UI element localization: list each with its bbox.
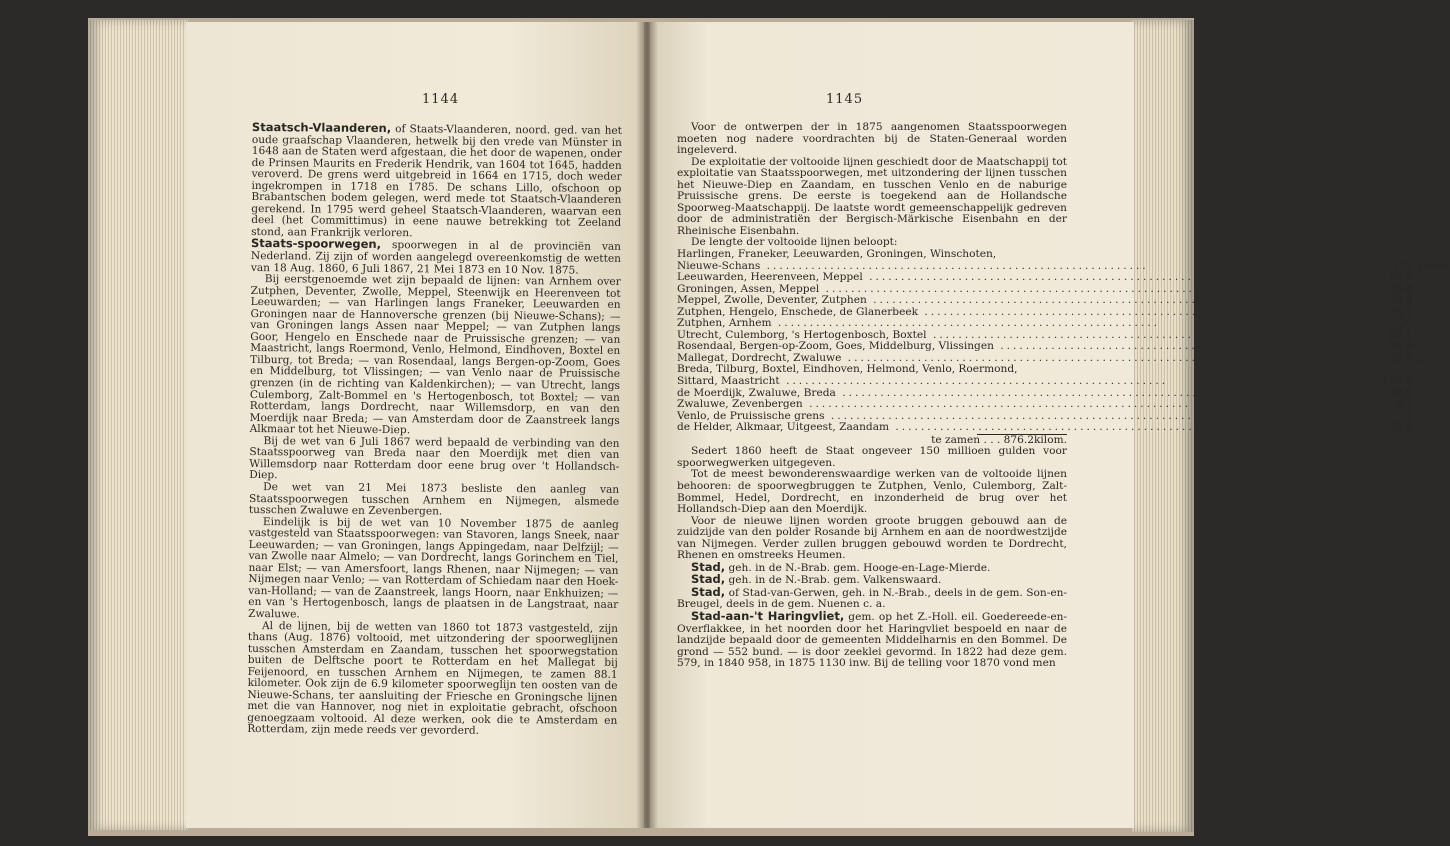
page-edges-left: [88, 20, 188, 830]
route-name: de Moerdijk, Zwaluwe, Breda: [677, 386, 836, 399]
line-length-row: Meppel, Zwolle, Deventer, Zutphen ............................................................ 73.3 „: [677, 295, 1450, 307]
paragraph: Voor de nieuwe lijnen worden groote bruggen gebouwd aan de zuidzijde van den polder Rosande bij Arnhem en aan de noordwestzijde van Nijmegen. Verder zullen bruggen gebouwd worden te Dordrecht, Rhenen en omstreeks Heumen.: [677, 514, 1067, 562]
route-unit: „: [1416, 328, 1423, 341]
line-length-row: Leeuwarden, Heerenveen, Meppel ............................................................ 65.9 „: [677, 272, 1450, 284]
line-length-row: de Moerdijk, Zwaluwe, Breda ............................................................ 18.5 „: [677, 388, 1450, 400]
entry-head: Stad-aan-'t Haringvliet,: [691, 608, 845, 623]
route-unit: „: [1416, 386, 1423, 399]
route-name: Breda, Tilburg, Boxtel, Eindhoven, Helmond, Venlo, Roermond,: [677, 363, 1018, 376]
route-km: 65.9: [1389, 271, 1413, 284]
paragraph: Voor de ontwerpen der in 1875 aangenomen Staatsspoorwegen moeten nog nadere voordrachten bij de Staten-Generaal worden ingeleverd.: [677, 121, 1067, 157]
entry-staatsch-vlaanderen: [251, 122, 622, 241]
route-km: 6.7: [1395, 398, 1413, 411]
total-row: te zamen . . . 876.2kilom.: [931, 433, 1067, 446]
entry-head: Stad,: [691, 584, 726, 599]
route-unit: „: [1416, 375, 1423, 388]
route-unit: „: [1416, 340, 1423, 353]
entry-text: geh. in de N.-Brab. gem. Hooge-en-Lage-Mierde.: [725, 561, 991, 574]
route-name: Harlingen, Franeker, Leeuwarden, Groningen, Winschoten,: [677, 248, 997, 261]
total-value: 876.2kilom.: [1003, 433, 1067, 446]
route-unit: „: [1416, 317, 1423, 330]
line-length-row: Groningen, Assen, Meppel ............................................................ 76.8 „: [677, 284, 1450, 296]
route-km: 29.6: [1389, 351, 1413, 364]
left-page: [186, 22, 644, 828]
route-unit: „: [1416, 271, 1423, 284]
page-number: 1144: [422, 92, 460, 107]
line-length-row: Zutphen, Hengelo, Enschede, de Glanerbeek ............................................................ 59.7 „: [677, 307, 1450, 319]
route-unit: kilom.: [1416, 259, 1450, 272]
right-text-column: [677, 121, 1450, 670]
line-length-row: Zwaluwe, Zevenbergen ............................................................ 6.7 „: [677, 399, 1450, 411]
route-name: Utrecht, Culemborg, 's Hertogenbosch, Boxtel: [677, 328, 927, 341]
route-km: [1382, 249, 1412, 261]
entry-stad-aan-t-haringvliet: [677, 608, 1067, 670]
route-unit: „: [1416, 409, 1423, 422]
book-gutter: [636, 22, 658, 828]
route-name: Leeuwarden, Heerenveen, Meppel: [677, 271, 863, 284]
paragraph: Tot de meest bewonderenswaardige werken van de voltooide lijnen behooren: de spoorwegbruggen te Zutphen, Venlo, Culemborg, Zalt-Bommel, Hedel, Dordrecht, en inzonderheid de brug over het Hollandsch-Diep aan den Moerdijk.: [677, 468, 1067, 516]
entry-text: geh. in de N.-Brab. gem. Valkenswaard.: [725, 574, 942, 587]
entry-head: Stad,: [691, 572, 726, 587]
line-length-row: Sittard, Maastricht ............................................................ 179.9 „: [677, 376, 1450, 388]
line-lengths-table: [677, 249, 1450, 434]
entry-staats-spoorwegen: [251, 238, 621, 277]
route-unit: „: [1416, 282, 1423, 295]
route-name: Zwaluwe, Zevenbergen: [677, 398, 803, 411]
route-km: 3: [1405, 409, 1413, 422]
line-length-row: Venlo, de Pruissische grens ............................................................ 3 „: [677, 411, 1450, 423]
total-label: te zamen: [931, 433, 981, 446]
entry-head: Stad,: [691, 559, 726, 574]
line-length-row: de Helder, Alkmaar, Uitgeest, Zaandam ............................................................ 70.9 „: [677, 422, 1450, 434]
right-page: [650, 22, 1450, 828]
entry-head: Staats-spoorwegen,: [250, 236, 382, 252]
entry-text: spoorwegen in al de provinciën van Nederland. Zij zijn of worden aangelegd overeenkomstig de wetten van 18 Aug. 1860, 6 Juli 1867, 21 Mei 1873 en 10 Nov. 1875.: [250, 239, 622, 277]
line-length-row: Mallegat, Dordrecht, Zwaluwe ............................................................ 29.6 „: [677, 353, 1450, 365]
paragraph: Bij de wet van 6 Juli 1867 werd bepaald de verbinding van den Staatsspoorweg van Breda naar den Moerdijk met dien van Willemsdorp naar Rotterdam door eene brug over 't Hollandsch-Diep.: [249, 434, 620, 482]
route-name: Zutphen, Arnhem: [677, 317, 772, 330]
route-unit: „: [1416, 305, 1423, 318]
route-km: 70.9: [1389, 421, 1413, 434]
paragraph: Al de lijnen, bij de wetten van 1860 tot 1873 vastgesteld, zijn thans (Aug. 1876) voltooid, met uitzondering der spoorweglijnen tusschen Amsterdam en Zaandam, tusschen het spoorwegstation buiten de Delftsche poort te Rotterdam en het Mallegat bij Feijenoord, en tusschen Arnhem en Nijmegen, te zamen 88.1 kilometer. Ook zijn de 6.9 kilometer spoorweglijn ten oosten van de Nieuwe-Schans, ter aansluiting der Friesche en Groningsche lijnen met die van Hannover, nog niet in exploitatie gebracht, ofschoon genoegzaam voltooid. Al deze werken, ook die te Amsterdam en Rotterdam, zijn mede reeds ver gevorderd.: [247, 619, 619, 738]
paragraph: De exploitatie der voltooide lijnen geschiedt door de Maatschappij tot exploitatie van Staatsspoorwegen, met uitzondering der lijnen tusschen het Nieuwe-Diep en Zaandam, en tusschen Venlo en de naburige Pruissische grens. De eerste is toegekend aan de Hollandsche Spoorweg-Maatschappij. De laatste wordt gemeenschappelijk gedreven door de administratiën der Bergisch-Märkische Eisenbahn en der Rheinische Eisenbahn.: [677, 155, 1067, 237]
line-length-row: Nieuwe-Schans ............................................................ 127 kilom.: [677, 259, 1450, 272]
line-length-row: Utrecht, Culemborg, 's Hertogenbosch, Boxtel ............................................................ 60.1 „: [677, 330, 1450, 342]
paragraph: De lengte der voltooide lijnen beloopt:: [691, 236, 898, 249]
route-km: 60.1: [1389, 328, 1413, 341]
route-unit: [1413, 249, 1450, 261]
route-name: Rosendaal, Bergen-op-Zoom, Goes, Middelburg, Vlissingen: [677, 340, 994, 353]
entry-stad-2: [677, 574, 1067, 587]
line-length-row: Zutphen, Arnhem ............................................................ 30 „: [677, 318, 1450, 330]
route-name: Sittard, Maastricht: [677, 375, 780, 388]
entry-text: of Stad-van-Gerwen, geh. in N.-Brab., deels in de gem. Son-en-Breugel, deels in de gem. Nuenen c. a.: [677, 586, 1067, 611]
route-name: Nieuwe-Schans: [677, 259, 761, 272]
left-text-column: [247, 122, 622, 739]
entry-text: gem. op het Z.-Holl. eil. Goedereede-en-Overflakkee, in het noorden door het Haringvliet bespoeld en naar de landzijde bepaald door de gemeenten Middelharnis en den Bommel. De grond — 552 bund. — is door zeeklei gevormd. In 1822 had deze gem. 579, in 1840 958, in 1875 1130 inw. Bij de telling voor 1870 vond men: [677, 610, 1067, 670]
paragraph: Sedert 1860 heeft de Staat ongeveer 150 millioen gulden voor spoorwegwerken uitgegeven.: [677, 445, 1067, 469]
route-unit: „: [1416, 351, 1423, 364]
route-km: 30: [1399, 317, 1413, 330]
route-name: Groningen, Assen, Meppel: [677, 282, 820, 295]
entry-head: Staatsch-Vlaanderen,: [251, 120, 392, 136]
route-unit: „: [1416, 398, 1423, 411]
route-unit: „: [1416, 294, 1423, 307]
route-unit: „: [1416, 421, 1423, 434]
entry-text: of Staats-Vlaanderen, noord. ged. van het oude graafschap Vlaanderen, hetwelk bij den vrede van Münster in 1648 aan de Staten werd afgestaan, die het door de wapenen, onder de Prinsen Maurits en Frederik Hendrik, van 1604 tot 1645, hadden veroverd. De grens werd uitgebreid in 1664 en 1715, doch weder ingekrompen in 1718 en 1785. De schans Lillo, ofschoon op Brabantschen bodem gelegen, werd mede tot Staatsch-Vlaanderen gerekend. In 1795 werd geheel Staatsch-Vlaanderen, waarvan een deel (het Committimus) in eene nauwe betrekking tot Zeeland stond, aan Frankrijk verloren.: [251, 123, 622, 240]
paragraph: De wet van 21 Mei 1873 besliste den aanleg van Staatsspoorwegen tusschen Arnhem en Nijmegen, alsmede tusschen Zwaluwe en Zevenbergen.: [248, 481, 620, 518]
route-km: 18.5: [1389, 386, 1413, 399]
paragraph: Eindelijk is bij de wet van 10 November 1875 de aanleg vastgesteld van Staatsspoorwegen: van Stavoren, langs Sneek, naar Leeuwarden; — van Groningen, langs Appingedam, naar Delfzijl; — van Zwolle naar Almelo; — van Dordrecht, langs Gorinchem en Tiel, naar Elst; — van Amersfoort, langs Rhenen, naar Nijmegen; — van Nijmegen naar Venlo; — van Rotterdam of Schiedam naar den Hoek-van-Holland; — van de Zaanstreek, langs Hoorn, naar Enkhuizen; — en van 's Hertogenbosch, langs de plaatsen in de Langstraat, naar Zwaluwe.: [248, 515, 619, 621]
line-length-row: Rosendaal, Bergen-op-Zoom, Goes, Middelburg, Vlissingen ............................................................ 74.8 „: [677, 341, 1450, 353]
route-name: Zutphen, Hengelo, Enschede, de Glanerbeek: [677, 305, 919, 318]
entry-stad-3: [677, 584, 1067, 611]
route-km: 59.7: [1389, 305, 1413, 318]
route-km: 179.9: [1382, 375, 1413, 388]
paragraph: Bij eerstgenoemde wet zijn bepaald de lijnen: van Arnhem over Zutphen, Deventer, Zwolle, Meppel, Steenwijk en Heerenveen tot Leeuwarden; — van Harlingen langs Franeker, Leeuwarden en Groningen naar de Hannoversche grenzen (bij Nieuwe-Schans); — van Groningen langs Assen naar Meppel; — van Zutphen langs Goor, Hengelo en Enschede naar de Pruissische grenzen; — van Maastricht, langs Roermond, Venlo, Helmond, Eindhoven, Boxtel en Tilburg, tot Breda; — van Rosendaal, langs Bergen-op-Zoom, Goes en Middelburg, tot Vlissingen; — van Venlo naar de Pruissische grenzen (in de richting van Kaldenkirchen); — van Utrecht, langs Culemborg, Zalt-Bommel en 's Hertogenbosch, tot Boxtel; — van Rotterdam, langs Dordrecht, naar Willemsdorp, en van den Moerdijk naar Breda; — van Amsterdam door de Zaanstreek langs Alkmaar tot het Nieuwe-Diep.: [249, 273, 621, 437]
page-number: 1145: [826, 92, 864, 107]
route-name: de Helder, Alkmaar, Uitgeest, Zaandam: [677, 421, 890, 434]
route-km: 76.8: [1389, 282, 1413, 295]
entry-stad-1: [677, 559, 1067, 575]
route-name: Venlo, de Pruissische grens: [677, 409, 825, 422]
route-name: Mallegat, Dordrecht, Zwaluwe: [677, 351, 842, 364]
route-km: 74.8: [1389, 340, 1413, 353]
route-name: Meppel, Zwolle, Deventer, Zutphen: [677, 294, 867, 307]
route-km: 127: [1392, 259, 1413, 272]
route-km: 73.3: [1389, 294, 1413, 307]
